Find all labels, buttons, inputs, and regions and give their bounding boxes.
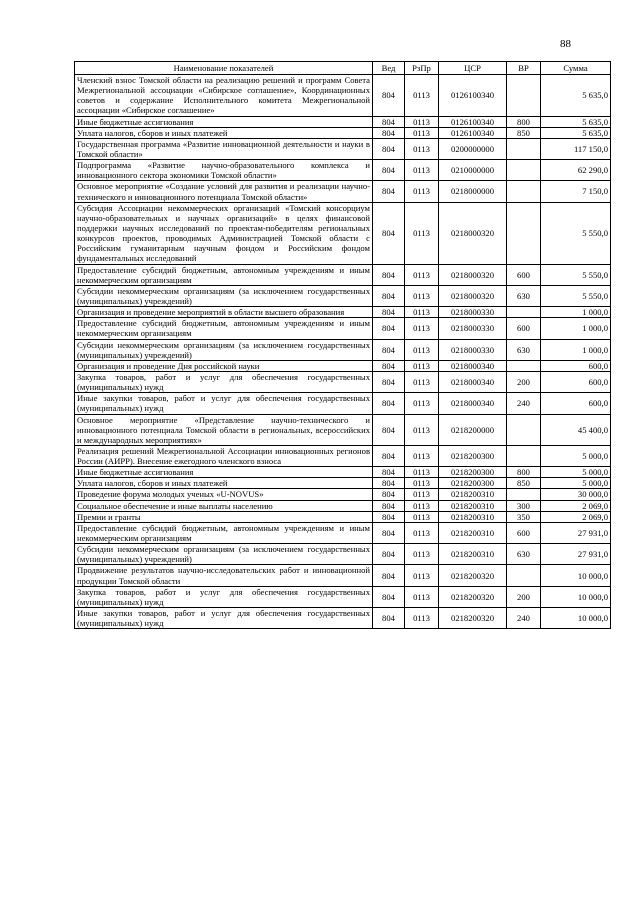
cell-sum: 10 000,0	[541, 586, 611, 607]
cell-vr: 600	[507, 264, 541, 285]
cell-vr	[507, 414, 541, 445]
cell-ved: 804	[373, 371, 405, 392]
cell-sum: 1 000,0	[541, 339, 611, 360]
column-header-ved: Вед	[373, 62, 405, 75]
table-row	[75, 478, 611, 489]
cell-sum: 600,0	[541, 393, 611, 414]
cell-ved: 804	[373, 522, 405, 543]
cell-rzpr: 0113	[405, 181, 439, 202]
cell-vr: 240	[507, 393, 541, 414]
cell-name: Социальное обеспечение и иные выплаты населению	[75, 500, 373, 511]
cell-name: Основное мероприятие «Представление научно-технического и инновационного потенциала Томской области в региональных, всероссийских и международных мероприятиях»	[75, 414, 373, 445]
table-row	[75, 116, 611, 127]
cell-name: Основное мероприятие «Создание условий для развития и реализации научно-технического и инновационного потенциала Томской области»	[75, 181, 373, 202]
cell-csr: 0218000330	[439, 307, 507, 318]
cell-name: Закупка товаров, работ и услуг для обеспечения государственных (муниципальных) нужд	[75, 586, 373, 607]
cell-name: Премии и гранты	[75, 511, 373, 522]
cell-ved: 804	[373, 360, 405, 371]
cell-name: Предоставление субсидий бюджетным, автономным учреждениям и иным некоммерческим организациям	[75, 522, 373, 543]
cell-csr: 0218000330	[439, 339, 507, 360]
cell-ved: 804	[373, 445, 405, 466]
cell-name: Организация и проведение мероприятий в области высшего образования	[75, 307, 373, 318]
cell-ved: 804	[373, 489, 405, 500]
cell-name: Реализация решений Межрегиональной Ассоциации инновационных регионов России (АИРР). Внесение ежегодного членского взноса	[75, 445, 373, 466]
cell-name: Субсидии некоммерческим организациям (за исключением государственных (муниципальных) учреждений)	[75, 339, 373, 360]
cell-ved: 804	[373, 414, 405, 445]
cell-vr	[507, 138, 541, 159]
cell-ved: 804	[373, 511, 405, 522]
cell-csr: 0218200310	[439, 511, 507, 522]
cell-csr: 0126100340	[439, 75, 507, 117]
cell-name: Государственная программа «Развитие инновационной деятельности и науки в Томской области»	[75, 138, 373, 159]
column-header-csr: ЦСР	[439, 62, 507, 75]
table-row	[75, 127, 611, 138]
cell-vr	[507, 360, 541, 371]
cell-ved: 804	[373, 339, 405, 360]
table-header	[75, 62, 611, 75]
cell-sum: 5 550,0	[541, 264, 611, 285]
cell-vr: 600	[507, 318, 541, 339]
cell-ved: 804	[373, 318, 405, 339]
cell-vr: 350	[507, 511, 541, 522]
cell-csr: 0218200320	[439, 565, 507, 586]
table-row	[75, 318, 611, 339]
cell-sum: 5 635,0	[541, 75, 611, 117]
cell-rzpr: 0113	[405, 339, 439, 360]
cell-ved: 804	[373, 478, 405, 489]
cell-rzpr: 0113	[405, 138, 439, 159]
table-row	[75, 339, 611, 360]
cell-sum: 117 150,0	[541, 138, 611, 159]
cell-ved: 804	[373, 500, 405, 511]
table-row	[75, 500, 611, 511]
cell-vr	[507, 565, 541, 586]
cell-ved: 804	[373, 181, 405, 202]
cell-sum: 7 150,0	[541, 181, 611, 202]
table-row	[75, 522, 611, 543]
cell-rzpr: 0113	[405, 522, 439, 543]
cell-sum: 2 069,0	[541, 511, 611, 522]
table-row	[75, 393, 611, 414]
cell-name: Иные закупки товаров, работ и услуг для обеспечения государственных (муниципальных) нужд	[75, 608, 373, 629]
cell-sum: 10 000,0	[541, 565, 611, 586]
table-row	[75, 467, 611, 478]
cell-rzpr: 0113	[405, 127, 439, 138]
cell-ved: 804	[373, 285, 405, 306]
table-row	[75, 608, 611, 629]
cell-rzpr: 0113	[405, 307, 439, 318]
column-header-name: Наименование показателей	[75, 62, 373, 75]
cell-sum: 27 931,0	[541, 522, 611, 543]
cell-name: Иные закупки товаров, работ и услуг для обеспечения государственных (муниципальных) нужд	[75, 393, 373, 414]
table-body	[75, 75, 611, 629]
cell-csr: 0218200310	[439, 489, 507, 500]
budget-table	[74, 61, 611, 629]
cell-ved: 804	[373, 127, 405, 138]
cell-name: Организация и проведение Дня российской науки	[75, 360, 373, 371]
cell-sum: 10 000,0	[541, 608, 611, 629]
cell-rzpr: 0113	[405, 445, 439, 466]
cell-name: Продвижение результатов научно-исследовательских работ и инновационной продукции Томской области	[75, 565, 373, 586]
cell-csr: 0210000000	[439, 160, 507, 181]
cell-sum: 600,0	[541, 371, 611, 392]
cell-rzpr: 0113	[405, 511, 439, 522]
cell-ved: 804	[373, 202, 405, 264]
cell-rzpr: 0113	[405, 360, 439, 371]
cell-rzpr: 0113	[405, 393, 439, 414]
cell-csr: 0126100340	[439, 116, 507, 127]
cell-rzpr: 0113	[405, 414, 439, 445]
cell-csr: 0218000340	[439, 360, 507, 371]
column-header-sum: Сумма	[541, 62, 611, 75]
table-row	[75, 489, 611, 500]
table-row	[75, 414, 611, 445]
cell-name: Предоставление субсидий бюджетным, автономным учреждениям и иным некоммерческим организациям	[75, 264, 373, 285]
cell-csr: 0200000000	[439, 138, 507, 159]
table-row	[75, 565, 611, 586]
cell-rzpr: 0113	[405, 285, 439, 306]
cell-name: Проведение форума молодых ученых «U-NOVUS»	[75, 489, 373, 500]
cell-sum: 27 931,0	[541, 544, 611, 565]
table-row	[75, 586, 611, 607]
table-row	[75, 138, 611, 159]
cell-vr: 630	[507, 285, 541, 306]
cell-vr: 300	[507, 500, 541, 511]
cell-rzpr: 0113	[405, 586, 439, 607]
cell-ved: 804	[373, 467, 405, 478]
cell-ved: 804	[373, 138, 405, 159]
cell-csr: 0218200310	[439, 544, 507, 565]
cell-vr: 600	[507, 522, 541, 543]
cell-rzpr: 0113	[405, 478, 439, 489]
cell-rzpr: 0113	[405, 202, 439, 264]
table-row	[75, 160, 611, 181]
cell-name: Субсидия Ассоциации некоммерческих организаций «Томский консорциум научно-образовательных и научных организаций» в целях финансовой поддержки научных исследований по проектам-победителям региональных конкурсов проектов, проводимых Администрацией Томской области с Российским гуманитарным научным фондом и Российским фондом фундаментальных исследований	[75, 202, 373, 264]
cell-csr: 0218000340	[439, 371, 507, 392]
cell-vr: 800	[507, 467, 541, 478]
cell-rzpr: 0113	[405, 608, 439, 629]
cell-name: Уплата налогов, сборов и иных платежей	[75, 127, 373, 138]
cell-name: Подпрограмма «Развитие научно-образовательного комплекса и инновационного сектора экономики Томской области»	[75, 160, 373, 181]
table-row	[75, 285, 611, 306]
cell-vr	[507, 181, 541, 202]
cell-ved: 804	[373, 264, 405, 285]
cell-rzpr: 0113	[405, 371, 439, 392]
column-header-rzpr: РзПр	[405, 62, 439, 75]
table-row	[75, 511, 611, 522]
cell-csr: 0218000320	[439, 202, 507, 264]
cell-sum: 5 635,0	[541, 127, 611, 138]
cell-rzpr: 0113	[405, 116, 439, 127]
column-header-vr: ВР	[507, 62, 541, 75]
cell-ved: 804	[373, 75, 405, 117]
cell-rzpr: 0113	[405, 467, 439, 478]
cell-ved: 804	[373, 116, 405, 127]
cell-vr: 630	[507, 339, 541, 360]
cell-sum: 5 000,0	[541, 478, 611, 489]
cell-sum: 62 290,0	[541, 160, 611, 181]
page-number: 88	[560, 38, 571, 50]
cell-csr: 0218200320	[439, 608, 507, 629]
cell-csr: 0126100340	[439, 127, 507, 138]
cell-csr: 0218200300	[439, 467, 507, 478]
cell-name: Иные бюджетные ассигнования	[75, 116, 373, 127]
cell-vr	[507, 307, 541, 318]
table-row	[75, 360, 611, 371]
table-row	[75, 264, 611, 285]
cell-rzpr: 0113	[405, 75, 439, 117]
cell-name: Иные бюджетные ассигнования	[75, 467, 373, 478]
cell-rzpr: 0113	[405, 264, 439, 285]
cell-csr: 0218200310	[439, 500, 507, 511]
cell-ved: 804	[373, 160, 405, 181]
table-row	[75, 75, 611, 117]
cell-sum: 45 400,0	[541, 414, 611, 445]
cell-vr	[507, 75, 541, 117]
cell-sum: 5 000,0	[541, 467, 611, 478]
table-row	[75, 544, 611, 565]
cell-csr: 0218200300	[439, 478, 507, 489]
cell-sum: 600,0	[541, 360, 611, 371]
cell-sum: 5 000,0	[541, 445, 611, 466]
cell-vr	[507, 202, 541, 264]
cell-rzpr: 0113	[405, 318, 439, 339]
cell-vr: 200	[507, 371, 541, 392]
cell-vr	[507, 160, 541, 181]
cell-vr: 850	[507, 127, 541, 138]
table-row	[75, 307, 611, 318]
cell-ved: 804	[373, 307, 405, 318]
cell-csr: 0218200300	[439, 445, 507, 466]
cell-vr	[507, 489, 541, 500]
cell-ved: 804	[373, 565, 405, 586]
cell-sum: 1 000,0	[541, 307, 611, 318]
cell-rzpr: 0113	[405, 489, 439, 500]
cell-vr: 200	[507, 586, 541, 607]
cell-sum: 5 635,0	[541, 116, 611, 127]
cell-vr: 630	[507, 544, 541, 565]
cell-name: Предоставление субсидий бюджетным, автономным учреждениям и иным некоммерческим организациям	[75, 318, 373, 339]
cell-csr: 0218000340	[439, 393, 507, 414]
cell-sum: 1 000,0	[541, 318, 611, 339]
cell-csr: 0218000330	[439, 318, 507, 339]
cell-csr: 0218000000	[439, 181, 507, 202]
cell-vr: 240	[507, 608, 541, 629]
cell-vr: 800	[507, 116, 541, 127]
cell-csr: 0218200320	[439, 586, 507, 607]
cell-csr: 0218000320	[439, 285, 507, 306]
cell-rzpr: 0113	[405, 544, 439, 565]
cell-ved: 804	[373, 393, 405, 414]
cell-sum: 5 550,0	[541, 285, 611, 306]
cell-name: Уплата налогов, сборов и иных платежей	[75, 478, 373, 489]
cell-ved: 804	[373, 544, 405, 565]
cell-vr: 850	[507, 478, 541, 489]
cell-csr: 0218000320	[439, 264, 507, 285]
cell-name: Закупка товаров, работ и услуг для обеспечения государственных (муниципальных) нужд	[75, 371, 373, 392]
cell-rzpr: 0113	[405, 160, 439, 181]
cell-name: Субсидии некоммерческим организациям (за исключением государственных (муниципальных) учреждений)	[75, 285, 373, 306]
cell-ved: 804	[373, 608, 405, 629]
cell-sum: 30 000,0	[541, 489, 611, 500]
cell-name: Членский взнос Томской области на реализацию решений и программ Совета Межрегиональной ассоциации «Сибирское соглашение», Координационных советов и содержание Исполнительного комитета Межрегиональной ассоциации «Сибирское соглашение»	[75, 75, 373, 117]
cell-vr	[507, 445, 541, 466]
table-row	[75, 371, 611, 392]
cell-sum: 5 550,0	[541, 202, 611, 264]
table-row	[75, 445, 611, 466]
cell-ved: 804	[373, 586, 405, 607]
table-row	[75, 202, 611, 264]
cell-rzpr: 0113	[405, 500, 439, 511]
cell-sum: 2 069,0	[541, 500, 611, 511]
table-row	[75, 181, 611, 202]
cell-csr: 0218200310	[439, 522, 507, 543]
cell-name: Субсидии некоммерческим организациям (за исключением государственных (муниципальных) учреждений)	[75, 544, 373, 565]
cell-csr: 0218200000	[439, 414, 507, 445]
cell-rzpr: 0113	[405, 565, 439, 586]
